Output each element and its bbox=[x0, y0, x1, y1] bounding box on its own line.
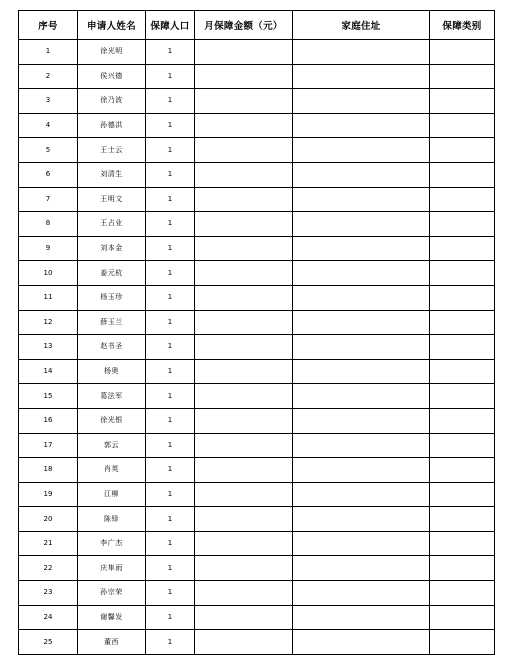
table-row bbox=[19, 359, 495, 384]
cell-people: 1 bbox=[146, 187, 195, 212]
cell-index: 9 bbox=[19, 236, 78, 261]
cell-amount bbox=[195, 605, 293, 630]
cell-name: 郭云 bbox=[78, 433, 146, 458]
cell-name: 徐光明 bbox=[78, 40, 146, 65]
table-row bbox=[19, 261, 495, 286]
cell-name: 王明文 bbox=[78, 187, 146, 212]
cell-address bbox=[293, 556, 430, 581]
cell-name: 陈铎 bbox=[78, 507, 146, 532]
cell-index: 20 bbox=[19, 507, 78, 532]
cell-people: 1 bbox=[146, 113, 195, 138]
table-row bbox=[19, 507, 495, 532]
cell-amount bbox=[195, 310, 293, 335]
cell-index: 11 bbox=[19, 285, 78, 310]
header-category: 保障类别 bbox=[430, 11, 495, 40]
cell-address bbox=[293, 630, 430, 655]
cell-address bbox=[293, 605, 430, 630]
cell-people: 1 bbox=[146, 605, 195, 630]
table-row bbox=[19, 482, 495, 507]
cell-category bbox=[430, 236, 495, 261]
cell-address bbox=[293, 581, 430, 606]
cell-name: 徐乃波 bbox=[78, 89, 146, 114]
document-sheet bbox=[18, 10, 495, 655]
cell-category bbox=[430, 335, 495, 360]
cell-amount bbox=[195, 359, 293, 384]
cell-index: 12 bbox=[19, 310, 78, 335]
cell-index: 17 bbox=[19, 433, 78, 458]
cell-name: 王士云 bbox=[78, 138, 146, 163]
cell-people: 1 bbox=[146, 531, 195, 556]
cell-index: 13 bbox=[19, 335, 78, 360]
cell-category bbox=[430, 187, 495, 212]
cell-amount bbox=[195, 212, 293, 237]
cell-category bbox=[430, 433, 495, 458]
cell-address bbox=[293, 64, 430, 89]
cell-address bbox=[293, 408, 430, 433]
cell-address bbox=[293, 236, 430, 261]
cell-name: 孙德洪 bbox=[78, 113, 146, 138]
cell-category bbox=[430, 64, 495, 89]
cell-category bbox=[430, 581, 495, 606]
cell-address bbox=[293, 458, 430, 483]
cell-amount bbox=[195, 458, 293, 483]
cell-index: 22 bbox=[19, 556, 78, 581]
cell-address bbox=[293, 433, 430, 458]
cell-index: 2 bbox=[19, 64, 78, 89]
cell-address bbox=[293, 187, 430, 212]
header-name: 申请人姓名 bbox=[78, 11, 146, 40]
cell-people: 1 bbox=[146, 433, 195, 458]
cell-address bbox=[293, 89, 430, 114]
cell-people: 1 bbox=[146, 64, 195, 89]
table-body bbox=[19, 40, 495, 655]
cell-amount bbox=[195, 236, 293, 261]
cell-address bbox=[293, 531, 430, 556]
cell-category bbox=[430, 408, 495, 433]
cell-people: 1 bbox=[146, 212, 195, 237]
table-row bbox=[19, 285, 495, 310]
table-row bbox=[19, 630, 495, 655]
cell-name: 徐光银 bbox=[78, 408, 146, 433]
cell-category bbox=[430, 458, 495, 483]
cell-address bbox=[293, 40, 430, 65]
cell-people: 1 bbox=[146, 310, 195, 335]
cell-category bbox=[430, 285, 495, 310]
cell-index: 18 bbox=[19, 458, 78, 483]
cell-amount bbox=[195, 531, 293, 556]
cell-amount bbox=[195, 384, 293, 409]
cell-amount bbox=[195, 187, 293, 212]
cell-index: 8 bbox=[19, 212, 78, 237]
cell-amount bbox=[195, 507, 293, 532]
cell-name: 杨玉珍 bbox=[78, 285, 146, 310]
cell-category bbox=[430, 310, 495, 335]
cell-index: 1 bbox=[19, 40, 78, 65]
cell-name: 肖英 bbox=[78, 458, 146, 483]
cell-category bbox=[430, 556, 495, 581]
cell-index: 3 bbox=[19, 89, 78, 114]
cell-people: 1 bbox=[146, 138, 195, 163]
cell-amount bbox=[195, 335, 293, 360]
cell-category bbox=[430, 630, 495, 655]
header-address: 家庭住址 bbox=[293, 11, 430, 40]
cell-amount bbox=[195, 162, 293, 187]
cell-name: 薛玉兰 bbox=[78, 310, 146, 335]
cell-address bbox=[293, 261, 430, 286]
cell-people: 1 bbox=[146, 458, 195, 483]
cell-amount bbox=[195, 556, 293, 581]
cell-amount bbox=[195, 64, 293, 89]
cell-address bbox=[293, 113, 430, 138]
table-row bbox=[19, 384, 495, 409]
cell-people: 1 bbox=[146, 261, 195, 286]
cell-category bbox=[430, 384, 495, 409]
cell-people: 1 bbox=[146, 507, 195, 532]
cell-people: 1 bbox=[146, 162, 195, 187]
cell-name: 姜元杭 bbox=[78, 261, 146, 286]
table-row bbox=[19, 556, 495, 581]
cell-category bbox=[430, 482, 495, 507]
cell-address bbox=[293, 507, 430, 532]
table-row bbox=[19, 433, 495, 458]
table-row bbox=[19, 310, 495, 335]
table-row bbox=[19, 408, 495, 433]
table-row bbox=[19, 531, 495, 556]
cell-people: 1 bbox=[146, 285, 195, 310]
cell-name: 庆隼雨 bbox=[78, 556, 146, 581]
cell-people: 1 bbox=[146, 581, 195, 606]
cell-index: 24 bbox=[19, 605, 78, 630]
table-row bbox=[19, 162, 495, 187]
table-row bbox=[19, 40, 495, 65]
cell-people: 1 bbox=[146, 335, 195, 360]
cell-amount bbox=[195, 138, 293, 163]
cell-category bbox=[430, 261, 495, 286]
table-row bbox=[19, 138, 495, 163]
cell-amount bbox=[195, 581, 293, 606]
cell-amount bbox=[195, 40, 293, 65]
header-amount: 月保障金额（元） bbox=[195, 11, 293, 40]
cell-address bbox=[293, 138, 430, 163]
cell-category bbox=[430, 162, 495, 187]
cell-category bbox=[430, 40, 495, 65]
table-row bbox=[19, 113, 495, 138]
cell-address bbox=[293, 384, 430, 409]
cell-name: 孙宗荣 bbox=[78, 581, 146, 606]
cell-people: 1 bbox=[146, 408, 195, 433]
cell-amount bbox=[195, 630, 293, 655]
cell-people: 1 bbox=[146, 359, 195, 384]
cell-amount bbox=[195, 261, 293, 286]
cell-address bbox=[293, 162, 430, 187]
table-row bbox=[19, 64, 495, 89]
cell-address bbox=[293, 482, 430, 507]
table-row bbox=[19, 236, 495, 261]
cell-category bbox=[430, 605, 495, 630]
cell-index: 14 bbox=[19, 359, 78, 384]
table-row bbox=[19, 89, 495, 114]
table-row bbox=[19, 212, 495, 237]
cell-amount bbox=[195, 113, 293, 138]
table-row bbox=[19, 605, 495, 630]
cell-index: 7 bbox=[19, 187, 78, 212]
header-people: 保障人口 bbox=[146, 11, 195, 40]
cell-address bbox=[293, 359, 430, 384]
cell-index: 5 bbox=[19, 138, 78, 163]
cell-index: 15 bbox=[19, 384, 78, 409]
cell-category bbox=[430, 531, 495, 556]
cell-name: 江柳 bbox=[78, 482, 146, 507]
cell-index: 19 bbox=[19, 482, 78, 507]
cell-amount bbox=[195, 433, 293, 458]
cell-people: 1 bbox=[146, 40, 195, 65]
cell-category bbox=[430, 138, 495, 163]
cell-name: 葛法军 bbox=[78, 384, 146, 409]
cell-category bbox=[430, 359, 495, 384]
cell-name: 刘清生 bbox=[78, 162, 146, 187]
cell-category bbox=[430, 212, 495, 237]
cell-index: 25 bbox=[19, 630, 78, 655]
table-row bbox=[19, 581, 495, 606]
cell-index: 4 bbox=[19, 113, 78, 138]
cell-index: 21 bbox=[19, 531, 78, 556]
cell-name: 谢馨发 bbox=[78, 605, 146, 630]
header-index: 序号 bbox=[19, 11, 78, 40]
cell-index: 16 bbox=[19, 408, 78, 433]
cell-index: 23 bbox=[19, 581, 78, 606]
cell-people: 1 bbox=[146, 482, 195, 507]
cell-name: 王占业 bbox=[78, 212, 146, 237]
cell-people: 1 bbox=[146, 384, 195, 409]
cell-address bbox=[293, 212, 430, 237]
cell-category bbox=[430, 507, 495, 532]
cell-name: 刘本金 bbox=[78, 236, 146, 261]
cell-name: 杨奥 bbox=[78, 359, 146, 384]
cell-people: 1 bbox=[146, 556, 195, 581]
beneficiary-table bbox=[18, 10, 495, 655]
cell-name: 李广杰 bbox=[78, 531, 146, 556]
cell-index: 10 bbox=[19, 261, 78, 286]
cell-amount bbox=[195, 408, 293, 433]
cell-name: 侯兴德 bbox=[78, 64, 146, 89]
table-row bbox=[19, 458, 495, 483]
cell-address bbox=[293, 310, 430, 335]
cell-people: 1 bbox=[146, 89, 195, 114]
cell-address bbox=[293, 285, 430, 310]
cell-address bbox=[293, 335, 430, 360]
cell-amount bbox=[195, 89, 293, 114]
cell-amount bbox=[195, 482, 293, 507]
cell-name: 董西 bbox=[78, 630, 146, 655]
cell-category bbox=[430, 113, 495, 138]
cell-name: 赵书圣 bbox=[78, 335, 146, 360]
cell-people: 1 bbox=[146, 236, 195, 261]
header-row bbox=[19, 11, 495, 40]
table-row bbox=[19, 187, 495, 212]
table-row bbox=[19, 335, 495, 360]
cell-category bbox=[430, 89, 495, 114]
cell-people: 1 bbox=[146, 630, 195, 655]
cell-index: 6 bbox=[19, 162, 78, 187]
cell-amount bbox=[195, 285, 293, 310]
